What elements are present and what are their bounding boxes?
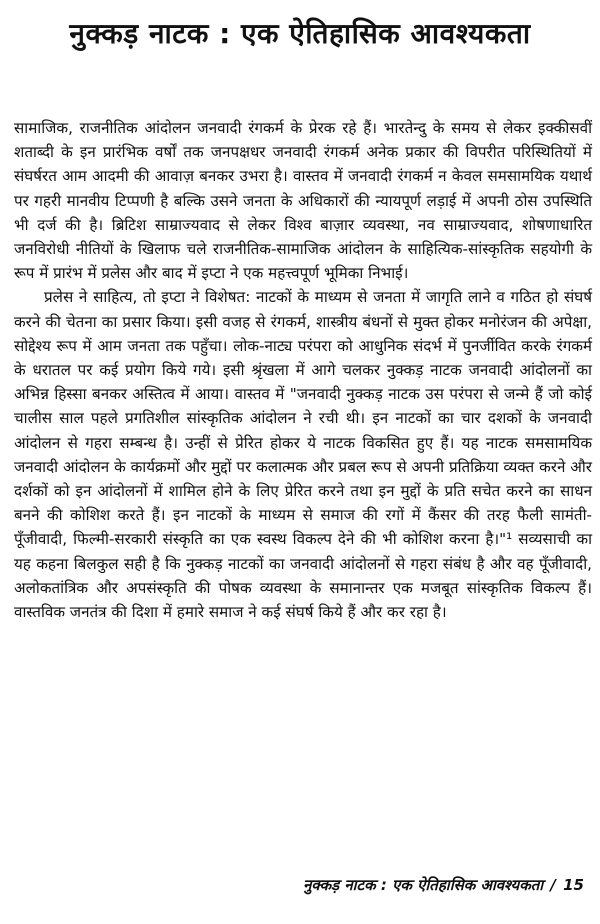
body-text bbox=[14, 116, 592, 624]
page-footer bbox=[303, 874, 584, 896]
footer-separator: / bbox=[550, 876, 556, 894]
paragraph-2: प्रलेस ने साहित्य, तो इप्टा ने विशेषत: नाटकों के माध्यम से जनता में जागृति लाने व गठित हो संघर्ष करने की चेतना का प्रसार किया। इसी वजह से रंगकर्म, शास्त्रीय बंधनों से मुक्त होकर मनोरंजन की अपेक्षा, सोद्देश्य रूप में आम जनता तक पहुँचा। लोक-नाट्य परंपरा को आधुनिक संदर्भ में पुनर्जीवित करके रंगकर्म के धरातल पर कई प्रयोग किये गये। इसी श्रृंखला में आगे चलकर नुक्कड़ नाटक जनवादी आंदोलनों का अभिन्न हिस्सा बनकर अस्तित्व में आया। वास्तव में "जनवादी नुक्कड़ नाटक उस परंपरा से जन्मे हैं जो कोई चालीस साल पहले प्रगतिशील सांस्कृतिक आंदोलन ने रची थी। इन नाटकों का चार दशकों के जनवादी आंदोलन से गहरा सम्बन्ध है। उन्हीं से प्रेरित होकर ये नाटक विकसित हुए हैं। यह नाटक समसामयिक जनवादी आंदोलन के कार्यक्रमों और मुद्दों पर कलात्मक और प्रबल रूप से अपनी प्रतिक्रिया व्यक्त करने और दर्शकों को इन आंदोलनों में शामिल होने के लिए प्रेरित करने तथा इन मुद्दों के प्रति सचेत करने का साधन बनने की कोशिश करते हैं। इन नाटकों के माध्यम से समाज की रगों में कैंसर की तरह फैली सामंती-पूँजीवादी, फिल्मी-सरकारी संस्कृति का एक स्वस्थ विकल्प देने की भी कोशिश करना है।"¹ सव्यसाची का यह कहना बिलकुल सही है कि नुक्कड़ नाटकों का जनवादी आंदोलनों से गहरा संबंध है और वह पूँजीवादी, अलोकतांत्रिक और अपसंस्कृति की पोषक व्यवस्था के समानान्तर एक मजबूत सांस्कृतिक विकल्प हैं। वास्तविक जनतंत्र की दिशा में हमारे समाज ने कई संघर्ष किये हैं और कर रहा है। bbox=[14, 288, 592, 622]
page-number: 15 bbox=[563, 876, 584, 894]
paragraph-1: सामाजिक, राजनीतिक आंदोलन जनवादी रंगकर्म के प्रेरक रहे हैं। भारतेन्दु के समय से लेकर इक्कीसवीं शताब्दी के इन प्रारंभिक वर्षों तक जनपक्षधर जनवादी रंगकर्म अनेक प्रकार की विपरीत परिस्थितियों में संघर्षरत आम आदमी की आवाज़ बनकर उभरा है। वास्तव में जनवादी रंगकर्म न केवल समसामयिक यथार्थ पर गहरी मानवीय टिप्पणी है बल्कि उसने जनता के अधिकारों की न्यायपूर्ण लड़ाई में अपनी ठोस उपस्थिति भी दर्ज की है। ब्रिटिश साम्राज्यवाद से लेकर विश्व बाज़ार व्यवस्था, नव साम्राज्यवाद, शोषणाधारित जनविरोधी नीतियों के खिलाफ चले राजनीतिक-सामाजिक आंदोलन के साहित्यिक-सांस्कृतिक सहयोगी के रूप में प्रारंभ में प्रलेस और बाद में इप्टा ने एक महत्त्वपूर्ण भूमिका निभाई। bbox=[14, 119, 592, 283]
running-title: नुक्कड़ नाटक : एक ऐतिहासिक आवश्यकता bbox=[303, 876, 544, 894]
page-title: नुक्कड़ नाटक : एक ऐतिहासिक आवश्यकता bbox=[69, 17, 531, 50]
